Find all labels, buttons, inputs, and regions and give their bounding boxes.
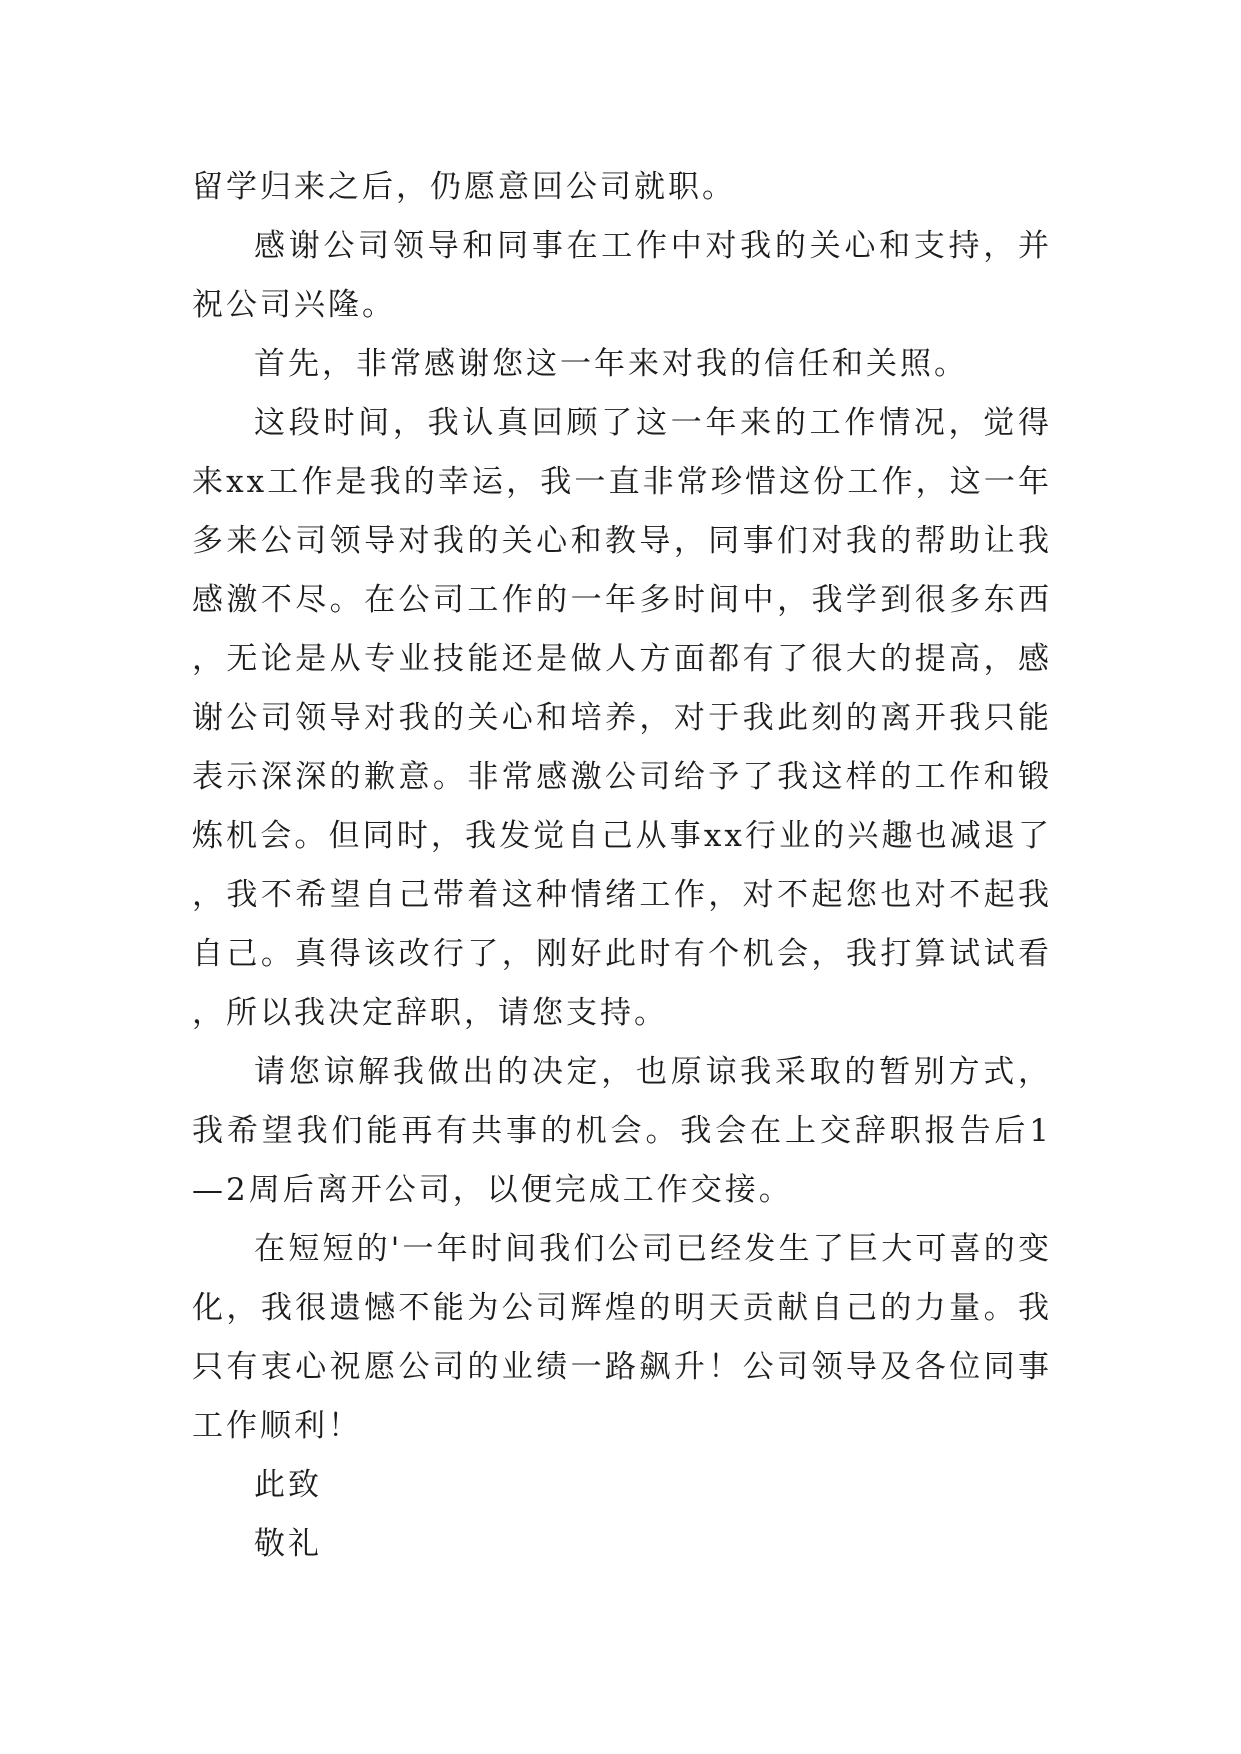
closing-regards: 敬礼 <box>254 1526 322 1562</box>
paragraph-wishes: 在短短的'一年时间我们公司已经发生了巨大可喜的变化，我很遗憾不能为公司辉煌的明天贡献自己的力量。我只有衷心祝愿公司的业绩一路飙升！公司领导及各位同事工作顺利！ <box>192 1231 1052 1444</box>
paragraph-gratitude: 首先，非常感谢您这一年来对我的信任和关照。 <box>254 346 968 382</box>
paragraph-reflection: 这段时间，我认真回顾了这一年来的工作情况，觉得来xx工作是我的幸运，我一直非常珍惜这份工作，这一年多来公司领导对我的关心和教导，同事们对我的帮助让我感激不尽。在公司工作的一年多时间中，我学到很多东西，无论是从专业技能还是做人方面都有了很大的提高，感谢公司领导对我的关心和培养，对于我此刻的离开我只能表示深深的歉意。非常感激公司给予了我这样的工作和锻炼机会。但同时，我发觉自己从事xx行业的兴趣也减退了，我不希望自己带着这种情绪工作，对不起您也对不起我自己。真得该改行了，刚好此时有个机会，我打算试试看，所以我决定辞职，请您支持。 <box>192 405 1052 1031</box>
document-body <box>192 158 1052 1574</box>
paragraph-request: 请您谅解我做出的决定，也原谅我采取的暂别方式，我希望我们能再有共事的机会。我会在上交辞职报告后1—2周后离开公司，以便完成工作交接。 <box>192 1054 1052 1208</box>
paragraph-thanks: 感谢公司领导和同事在工作中对我的关心和支持，并祝公司兴隆。 <box>192 228 1052 323</box>
closing-salutation: 此致 <box>254 1467 322 1503</box>
paragraph-continued: 留学归来之后，仍愿意回公司就职。 <box>192 169 736 205</box>
